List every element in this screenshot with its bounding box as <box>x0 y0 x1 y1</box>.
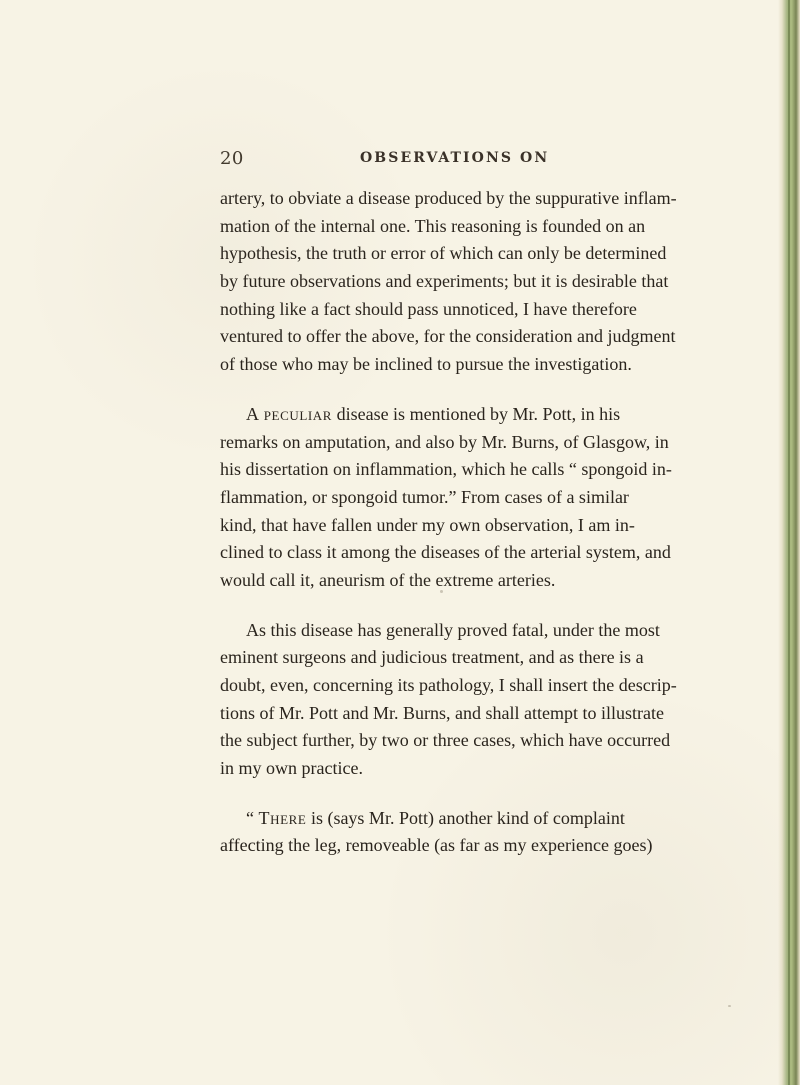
text-line-rest: is (says Mr. Pott) another kind of complaint <box>306 807 625 828</box>
ink-speck <box>440 590 443 593</box>
text-line: kind, that have fallen under my own observation, I am in- <box>220 514 635 535</box>
ink-speck <box>256 771 259 774</box>
text-line: artery, to obviate a disease produced by the suppurative inflam- <box>220 188 677 208</box>
paragraph-spacer <box>220 595 766 617</box>
ink-speck <box>620 715 622 717</box>
text-line: tions of Mr. Pott and Mr. Burns, and shall attempt to illustrate <box>220 702 664 723</box>
text-line: the subject further, by two or three cases, which have occurred <box>220 730 671 751</box>
page-number: 20 <box>220 148 244 169</box>
text-line: remarks on amputation, and also by Mr. Burns, of Glasgow, in <box>220 431 669 452</box>
paragraph-3 <box>220 617 766 783</box>
text-line <box>220 805 766 833</box>
text-line: nothing like a fact should pass unnoticed, I have therefore <box>220 298 637 319</box>
text-line: doubt, even, concerning its pathology, I shall insert the descrip- <box>220 675 677 695</box>
paragraph-2 <box>220 401 766 595</box>
text-line: clined to class it among the diseases of the arterial system, and <box>220 542 671 563</box>
text-line: mation of the internal one. This reasoning is founded on an <box>220 215 646 236</box>
paragraph-4 <box>220 805 766 860</box>
text-line: flammation, or spongoid tumor.” From cases of a similar <box>220 486 629 507</box>
text-line: hypothesis, the truth or error of which can only be determined <box>220 243 667 264</box>
text-line-rest: disease is mentioned by Mr. Pott, in his <box>332 403 621 424</box>
page-edge <box>778 0 800 1085</box>
text-line: by future observations and experiments; but it is desirable that <box>220 271 669 292</box>
text-line: eminent surgeons and judicious treatment, and as there is a <box>220 647 644 668</box>
text-line: his dissertation on inflammation, which he calls “ spongoid in- <box>220 459 672 480</box>
paragraph-spacer <box>220 379 766 401</box>
running-head: OBSERVATIONS ON <box>360 150 550 166</box>
text-line: As this disease has generally proved fatal, under the most <box>246 619 660 640</box>
text-line <box>220 401 766 429</box>
ink-speck <box>728 1005 731 1007</box>
small-caps-lead: A peculiar <box>246 403 333 424</box>
small-caps-lead: There <box>258 807 307 828</box>
paragraph-spacer <box>220 783 766 805</box>
text-line: would call it, aneurism of the extreme arteries. <box>220 569 556 590</box>
text-line: ventured to offer the above, for the consideration and judgment <box>220 326 676 347</box>
paragraph-1 <box>220 185 766 379</box>
text-line: of those who may be inclined to pursue the investigation. <box>220 354 632 375</box>
text-line: affecting the leg, removeable (as far as my experience goes) <box>220 835 653 856</box>
page-header <box>0 148 800 170</box>
text-line: in my own practice. <box>220 758 363 779</box>
opening-quote: “ <box>246 807 254 828</box>
body-text <box>220 185 766 860</box>
